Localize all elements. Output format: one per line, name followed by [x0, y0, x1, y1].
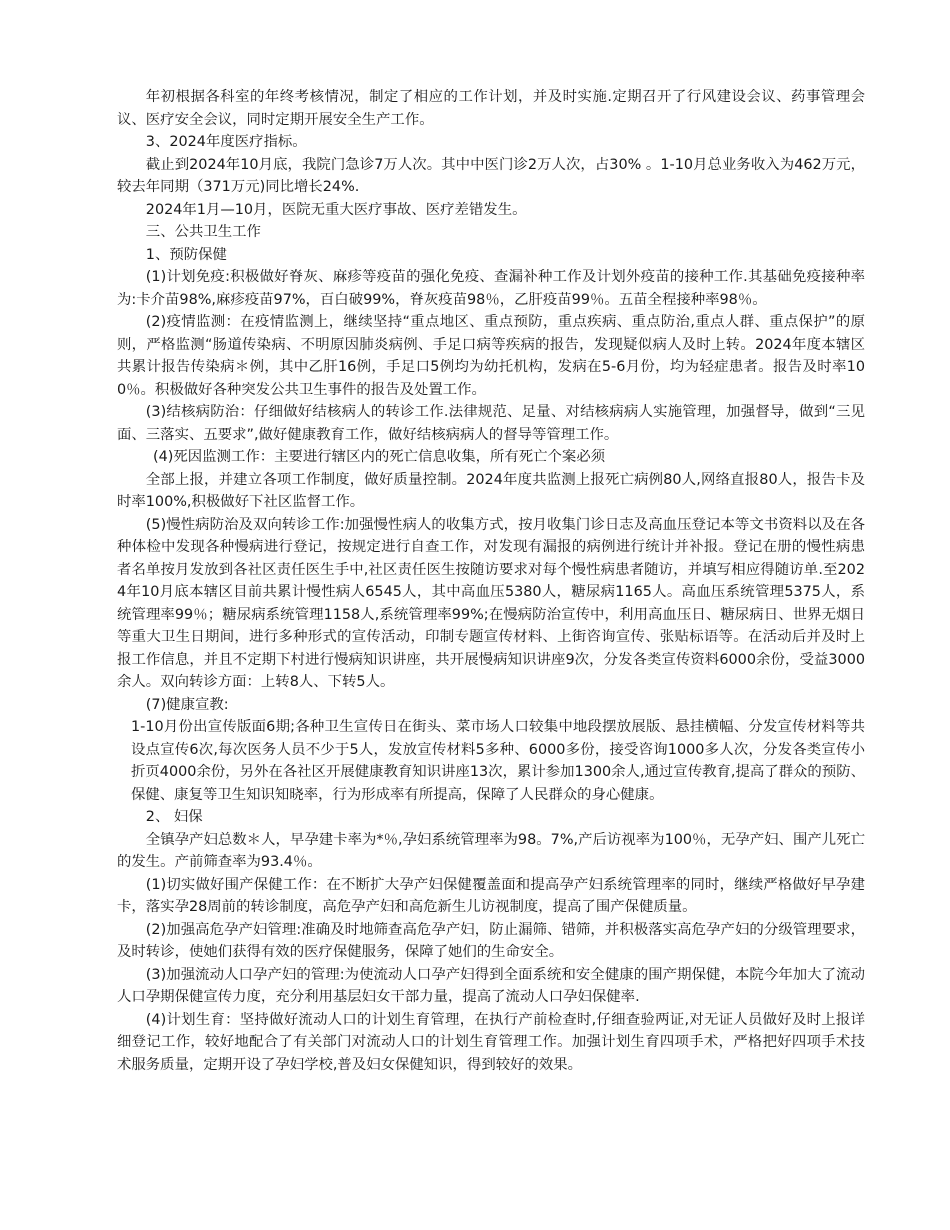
heading-health-education: (7)健康宣教: — [145, 696, 229, 713]
paragraph-high-risk: (2)加强高危孕产妇管理:准确及时地筛查高危孕产妇，防止漏筛、错筛，并积极落实高危孕产妇的分级管理要求，及时转诊，使她们获得有效的医疗保健服务，保障了她们的生命安全。 — [117, 921, 865, 960]
paragraph-tuberculosis: (3)结核病防治：仔细做好结核病人的转诊工作.法律规范、足量、对结核病病人实施管理，加强督导，做到“三见面、三落实、五要求”,做好健康教育工作，做好结核病病人的督导等管理工作。 — [117, 404, 865, 443]
paragraph-intro: 年初根据各科室的年终考核情况，制定了相应的工作计划，并及时实施.定期召开了行风建设会议、药事管理会议、医疗安全会议，同时定期开展安全生产工作。 — [117, 89, 865, 128]
paragraph-death-reporting: 全部上报，并建立各项工作制度，做好质量控制。2024年度共监测上报死亡病例80人,网络直报80人，报告卡及时率100%,积极做好下社区监督工作。 — [117, 471, 865, 510]
paragraph-health-education: 1-10月份出宣传版面6期;各种卫生宣传日在街头、菜市场人口较集中地段摆放展版、悬挂横幅、分发宣传材料等共设点宣传6次,每次医务人员不少于5人，发放宣传材料5多种、6000多份，接受咨询1000多人次，分发各类宣传小折页4000余份，另外在各社区开展健康教育知识讲座13次，累计参加1300余人,通过宣传教育,提高了群众的预防、保健、康复等卫生知识知晓率，行为形成率有所提高，保障了人民群众的身心健康。 — [131, 719, 865, 803]
heading-public-health: 三、公共卫生工作 — [145, 224, 261, 240]
paragraph-maternal-stats: 全镇孕产妇总数＊人，早孕建卡率为*％,孕妇系统管理率为98。7%,产后访视率为100％，无孕产妇、围产儿死亡的发生。产前筛查率为93.4％。 — [117, 831, 865, 870]
paragraph-immunization: (1)计划免疫:积极做好脊灰、麻疹等疫苗的强化免疫、查漏补种工作及计划外疫苗的接种工作.其基础免疫接种率为:卡介苗98%,麻疹疫苗97%，百白破99%，脊灰疫苗98％，乙肝疫苗99％。五苗全程接种率98％。 — [117, 269, 865, 308]
paragraph-death-monitoring: (4)死因监测工作：主要进行辖区内的死亡信息收集，所有死亡个案必须 — [153, 449, 606, 465]
paragraph-no-accidents: 2024年1月—10月，医院无重大医疗事故、医疗差错发生。 — [145, 201, 527, 218]
heading-medical-indicators: 3、2024年度医疗指标。 — [145, 134, 307, 150]
paragraph-migrant-maternal: (3)加强流动人口孕产妇的管理:为使流动人口孕产妇得到全面系统和安全健康的围产期保健，本院今年加大了流动人口孕期保健宣传力度，充分利用基层妇女干部力量，提高了流动人口孕妇保健率. — [117, 966, 865, 1005]
document-body — [117, 86, 865, 1076]
heading-prevention: 1、预防保健 — [145, 246, 227, 263]
paragraph-chronic-disease: (5)慢性病防治及双向转诊工作:加强慢性病人的收集方式，按月收集门诊日志及高血压登记本等文书资料以及在各种体检中发现各种慢病进行登记，按规定进行自查工作，对发现有漏报的病例进行统计并补报。登记在册的慢性病患者名单按月发放到各社区责任医生手中,社区责任医生按随访要求对每个慢性病患者随访，并填写相应得随访单.至2024年10月底本辖区目前共累计慢性病人6545人，其中高血压5380人，糖尿病1165人。高血压系统管理5375人，系统管理率99％；糖尿病系统管理1158人,系统管理率99%;在慢病防治宣传中，利用高血压日、糖尿病日、世界无烟日等重大卫生日期间，进行多种形式的宣传活动，印制专题宣传材料、上街咨询宣传、张贴标语等。在活动后并及时上报工作信息，并且不定期下村进行慢病知识讲座，共开展慢病知识讲座9次，分发各类宣传资料6000余份，受益3000余人。双向转诊方面：上转8人、下转5人。 — [117, 516, 865, 690]
paragraph-epidemic-monitoring: (2)疫情监测：在疫情监测上，继续坚持“重点地区、重点预防，重点疾病、重点防治,重点人群、重点保护”的原则，严格监测“肠道传染病、不明原因肺炎病例、手足口病等疾病的报告，发现疑似病人及时上转。2024年度本辖区共累计报告传染病＊例，其中乙肝16例，手足口5例均为幼托机构，发病在5-6月份，均为轻症患者。报告及时率100％。积极做好各种突发公共卫生事件的报告及处置工作。 — [117, 314, 865, 398]
paragraph-perinatal-care: (1)切实做好围产保健工作：在不断扩大孕产妇保健覆盖面和提高孕产妇系统管理率的同时，继续严格做好早孕建卡，落实孕28周前的转诊制度，高危孕产妇和高危新生儿访视制度，提高了围产保健质量。 — [117, 876, 865, 915]
heading-maternal-care: 2、 妇保 — [145, 809, 203, 825]
paragraph-family-planning: (4)计划生育：坚持做好流动人口的计划生育管理，在执行产前检查时,仔细查验两证,对无证人员做好及时上报详细登记工作，较好地配合了有关部门对流动人口的计划生育管理工作。加强计划生育四项手术，严格把好四项手术技术服务质量，定期开设了孕妇学校,普及妇女保健知识，得到较好的效果。 — [117, 1011, 865, 1073]
paragraph-outpatient-stats: 截止到2024年10月底，我院门急诊7万人次。其中中医门诊2万人次，占30% 。1-10月总业务收入为462万元，较去年同期（371万元)同比增长24%. — [117, 156, 865, 195]
